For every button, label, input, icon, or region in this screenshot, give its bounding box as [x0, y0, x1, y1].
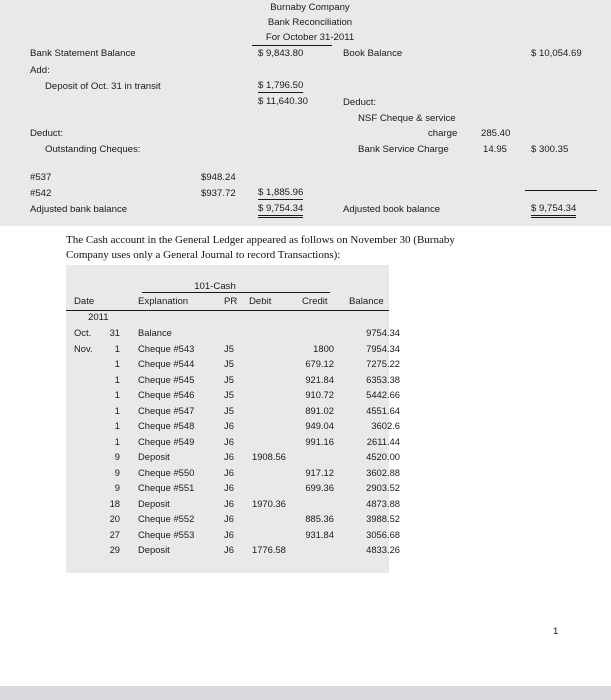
ledger-cell-pr: J6: [224, 420, 234, 431]
ledger-cell-pr: J5: [224, 358, 234, 369]
company-name: Burnaby Company: [270, 2, 350, 13]
ledger-cell-day: 1: [114, 435, 120, 447]
ledger-cell-day: 1: [114, 420, 120, 431]
nsf-cheque-label-line2: charge: [428, 128, 458, 139]
ledger-cell-balance: 2611.44: [366, 435, 400, 447]
deposit-in-transit-value: $ 1,796.50: [258, 80, 304, 91]
ledger-header-rule: [142, 292, 330, 293]
ledger-header-balance: Balance: [349, 296, 384, 307]
ledger-account-name: 101-Cash: [194, 281, 236, 292]
ledger-cell-month: Nov.: [74, 342, 93, 354]
ledger-header-pr: PR: [224, 296, 238, 307]
ledger-cell-credit: 921.84: [305, 373, 334, 385]
ledger-cell-explanation: Deposit: [138, 544, 170, 555]
outstanding-total: $ 1,885.96: [258, 187, 304, 198]
ledger-cell-balance: 7275.22: [366, 358, 400, 369]
ledger-cell-month: Oct.: [74, 327, 92, 338]
period-underline: [252, 45, 332, 46]
ledger-cell-balance: 5442.66: [366, 389, 400, 400]
ledger-cell-explanation: Cheque #543: [138, 342, 195, 354]
ledger-cell-explanation: Cheque #547: [138, 404, 195, 416]
book-total-rule: [525, 190, 597, 191]
ledger-cell-day: 1: [114, 404, 120, 416]
ledger-cell-credit: 931.84: [305, 528, 334, 540]
book-deduct-total: $ 300.35: [531, 144, 569, 155]
ledger-cell-explanation: Cheque #545: [138, 373, 195, 385]
ledger-cell-day: 9: [114, 466, 120, 478]
ledger-cell-credit: 949.04: [305, 420, 334, 431]
ledger-cell-day: 18: [109, 497, 120, 509]
ledger-cell-day: 29: [109, 544, 120, 555]
ledger-header-debit: Debit: [249, 296, 272, 307]
window-bottom-bar: [0, 686, 611, 700]
adjusted-bank-balance-value: $ 9,754.34: [258, 203, 303, 218]
ledger-cell-day: 20: [109, 513, 120, 524]
ledger-cell-day: 9: [114, 482, 120, 493]
bank-subtotal-value: $ 11,640.30: [258, 96, 308, 107]
ledger-cell-explanation: Cheque #551: [138, 482, 195, 493]
ledger-header-credit: Credit: [302, 296, 328, 307]
add-label: Add:: [30, 65, 50, 76]
book-balance-label: Book Balance: [343, 48, 403, 59]
ledger-header-explanation: Explanation: [138, 296, 189, 307]
ledger-cell-explanation: Cheque #548: [138, 420, 195, 431]
ledger-cell-day: 1: [114, 373, 120, 385]
ledger-cell-pr: J6: [224, 528, 234, 540]
ledger-cell-balance: 4520.00: [366, 451, 400, 462]
ledger-cell-day: 9: [114, 451, 120, 462]
ledger-year: 2011: [88, 312, 109, 323]
ledger-cell-day: 1: [114, 358, 120, 369]
ledger-cell-debit: 1908.56: [252, 451, 286, 462]
cheque-542-value: $937.72: [201, 188, 236, 199]
outstanding-cheques-label: Outstanding Cheques:: [45, 144, 141, 155]
deposit-in-transit-label: Deposit of Oct. 31 in transit: [45, 81, 161, 92]
ledger-cell-credit: 991.16: [305, 435, 334, 447]
ledger-cell-credit: 891.02: [305, 404, 334, 416]
ledger-cell-pr: J6: [224, 451, 234, 462]
ledger-cell-pr: J5: [224, 404, 234, 416]
ledger-cell-balance: 4551.64: [366, 404, 400, 416]
ledger-cell-balance: 2903.52: [366, 482, 400, 493]
ledger-cell-explanation: Deposit: [138, 497, 170, 509]
ledger-cell-balance: 6353.38: [366, 373, 400, 385]
ledger-cell-explanation: Deposit: [138, 451, 170, 462]
adjusted-bank-balance-label: Adjusted bank balance: [30, 204, 128, 215]
ledger-cell-balance: 3602.88: [366, 466, 400, 478]
ledger-cell-pr: J6: [224, 466, 234, 478]
ledger-cell-explanation: Cheque #549: [138, 435, 195, 447]
ledger-cell-explanation: Balance: [138, 327, 172, 338]
cash-ledger: [66, 265, 389, 573]
ledger-cell-balance: 4833.26: [366, 544, 400, 555]
ledger-cell-balance: 3988.52: [366, 513, 400, 524]
ledger-cell-credit: 1800: [313, 342, 334, 354]
ledger-cell-pr: J6: [224, 497, 234, 509]
book-balance-value: $ 10,054.69: [531, 48, 582, 59]
bank-deduct-label: Deduct:: [30, 128, 64, 139]
ledger-cell-day: 31: [109, 327, 120, 338]
ledger-cell-explanation: Cheque #550: [138, 466, 195, 478]
statement-title: Bank Reconciliation: [267, 17, 353, 28]
ledger-cell-pr: J6: [224, 482, 234, 493]
intro-text-line2: Company uses only a General Journal to record Transactions):: [66, 249, 341, 261]
ledger-cell-explanation: Cheque #552: [138, 513, 195, 524]
cheque-537-value: $948.24: [201, 172, 236, 183]
ledger-cell-debit: 1970.36: [252, 497, 286, 509]
ledger-cell-pr: J5: [224, 342, 234, 354]
ledger-cell-credit: 679.12: [305, 358, 334, 369]
ledger-cell-credit: 699.36: [305, 482, 334, 493]
ledger-cell-balance: 4873.88: [366, 497, 400, 509]
adjusted-book-balance-value: $ 9,754.34: [531, 203, 576, 218]
ledger-column-rule: [66, 310, 389, 311]
cheque-542-label: #542: [30, 188, 52, 199]
ledger-cell-credit: 885.36: [305, 513, 334, 524]
ledger-cell-explanation: Cheque #546: [138, 389, 195, 400]
ledger-cell-pr: J5: [224, 389, 234, 400]
adjusted-book-balance-label: Adjusted book balance: [343, 204, 441, 215]
nsf-cheque-label-line1: NSF Cheque & service: [358, 113, 456, 124]
ledger-cell-day: 27: [109, 528, 120, 540]
service-charge-label: Bank Service Charge: [358, 144, 449, 155]
ledger-cell-pr: J6: [224, 513, 234, 524]
ledger-cell-day: 1: [114, 389, 120, 400]
ledger-cell-explanation: Cheque #544: [138, 358, 195, 369]
service-charge-value: 14.95: [483, 144, 508, 155]
ledger-cell-day: 1: [114, 342, 120, 354]
ledger-cell-balance: 9754.34: [366, 327, 400, 338]
cheque-537-label: #537: [30, 172, 52, 183]
ledger-cell-explanation: Cheque #553: [138, 528, 195, 540]
ledger-cell-balance: 3602.6: [371, 420, 400, 431]
ledger-cell-balance: 7954.34: [366, 342, 400, 354]
bank-statement-balance-value: $ 9,843.80: [258, 48, 304, 59]
ledger-header-date: Date: [74, 296, 95, 307]
statement-period: For October 31-2011: [265, 32, 355, 43]
intro-text-line1: The Cash account in the General Ledger appeared as follows on November 30 (Burnaby: [66, 234, 455, 246]
ledger-cell-pr: J6: [224, 544, 234, 555]
bank-statement-balance-label: Bank Statement Balance: [30, 48, 136, 59]
ledger-cell-debit: 1776.58: [252, 544, 286, 555]
ledger-cell-pr: J6: [224, 435, 234, 447]
nsf-cheque-value: 285.40: [481, 128, 511, 139]
book-deduct-label: Deduct:: [343, 97, 377, 108]
ledger-cell-credit: 917.12: [305, 466, 334, 478]
page-number: 1: [553, 626, 559, 637]
ledger-cell-pr: J5: [224, 373, 234, 385]
ledger-cell-credit: 910.72: [305, 389, 334, 400]
ledger-cell-balance: 3056.68: [366, 528, 400, 540]
